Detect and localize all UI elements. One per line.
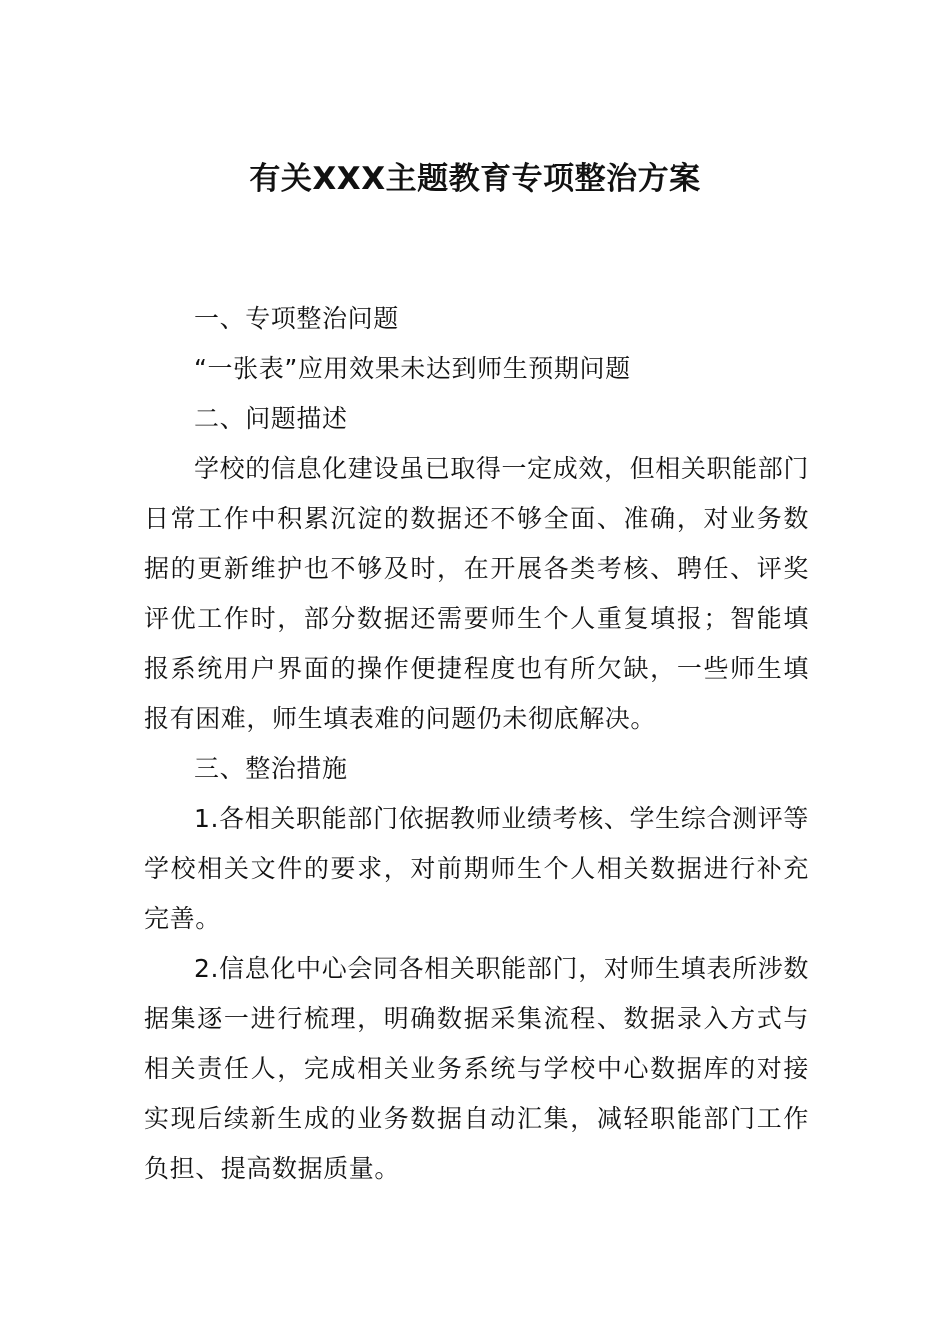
problem-statement: “一张表”应用效果未达到师生预期问题 (194, 354, 631, 383)
document-body (144, 294, 809, 1194)
document-title: 有关XXX主题教育专项整治方案 (249, 161, 701, 197)
section-heading-3: 三、整治措施 (194, 754, 348, 783)
section-heading-2: 二、问题描述 (194, 404, 348, 433)
measure-item-2: 2.信息化中心会同各相关职能部门，对师生填表所涉数据集逐一进行梳理，明确数据采集流程、数据录入方式与相关责任人，完成相关业务系统与学校中心数据库的对接实现后续新生成的业务数据自动汇集，减轻职能部门工作负担、提高数据质量。 (144, 954, 809, 1183)
problem-description-paragraph: 学校的信息化建设虽已取得一定成效，但相关职能部门日常工作中积累沉淀的数据还不够全面、准确，对业务数据的更新维护也不够及时，在开展各类考核、聘任、评奖评优工作时，部分数据还需要师生个人重复填报；智能填报系统用户界面的操作便捷程度也有所欠缺，一些师生填报有困难，师生填表难的问题仍未彻底解决。 (144, 454, 809, 733)
section-heading-1: 一、专项整治问题 (194, 304, 399, 333)
measure-item-1: 1.各相关职能部门依据教师业绩考核、学生综合测评等学校相关文件的要求，对前期师生个人相关数据进行补充完善。 (144, 804, 809, 933)
